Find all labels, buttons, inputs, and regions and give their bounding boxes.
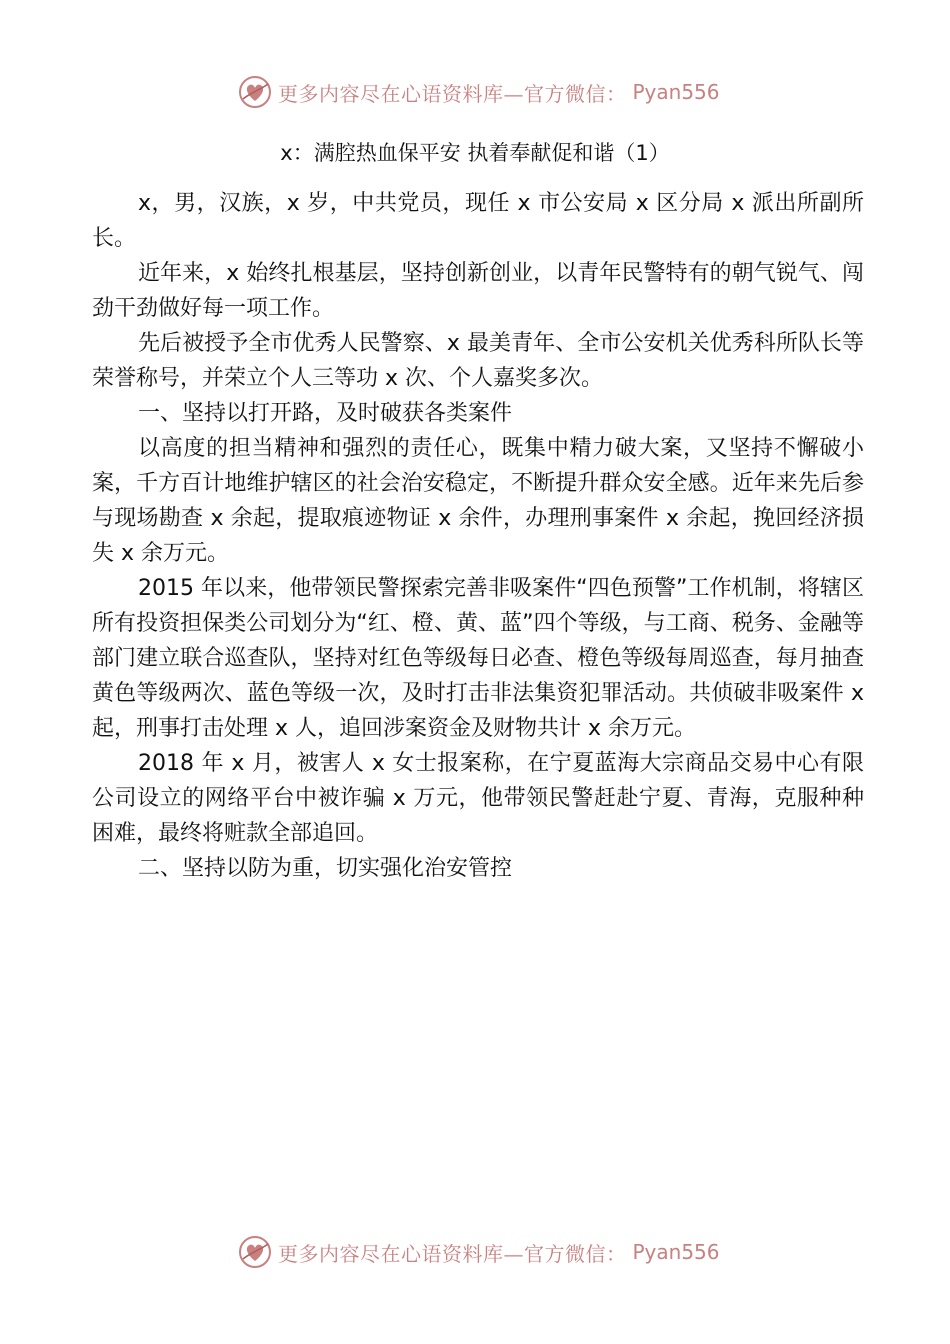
watermark-header [238,72,720,112]
section-heading: 一、坚持以打开路，及时破获各类案件 [138,401,513,426]
watermark-wechat-id: Pyan556 [632,80,720,104]
heart-logo-icon [238,1235,272,1269]
section-heading: 二、坚持以防为重，切实强化治安管控 [138,856,513,881]
heart-logo-icon [238,75,272,109]
paragraph: x，男，汉族，x 岁，中共党员，现任 x 市公安局 x 区分局 x 派出所副所长。 [92,191,864,251]
document-title: x：满腔热血保平安 执着奉献促和谐（1） [280,141,670,165]
paragraph: 近年来，x 始终扎根基层，坚持创新创业，以青年民警特有的朝气锐气、闯劲干劲做好每一项工作。 [92,261,864,321]
watermark-wechat-id: Pyan556 [632,1240,720,1264]
paragraph: 2015 年以来，他带领民警探索完善非吸案件“四色预警”工作机制，将辖区所有投资担保类公司划分为“红、橙、黄、蓝”四个等级，与工商、税务、金融等部门建立联合巡查队，坚持对红色等级每日必查、橙色等级每周巡查，每月抽查黄色等级两次、蓝色等级一次，及时打击非法集资犯罪活动。共侦破非吸案件 x 起，刑事打击处理 x 人，追回涉案资金及财物共计 x 余万元。 [92,576,864,741]
watermark-text: 更多内容尽在心语资料库—官方微信： [278,81,627,106]
paragraph: 先后被授予全市优秀人民警察、x 最美青年、全市公安机关优秀科所队长等荣誉称号，并荣立个人三等功 x 次、个人嘉奖多次。 [92,331,864,391]
document-body [92,186,864,886]
watermark-text: 更多内容尽在心语资料库—官方微信： [278,1241,627,1266]
watermark-footer [238,1232,720,1272]
paragraph: 以高度的担当精神和强烈的责任心，既集中精力破大案，又坚持不懈破小案，千方百计地维护辖区的社会治安稳定，不断提升群众安全感。近年来先后参与现场勘查 x 余起，提取痕迹物证 x 余件，办理刑事案件 x 余起，挽回经济损失 x 余万元。 [92,436,864,566]
paragraph: 2018 年 x 月，被害人 x 女士报案称，在宁夏蓝海大宗商品交易中心有限公司设立的网络平台中被诈骗 x 万元，他带领民警赶赴宁夏、青海，克服种种困难，最终将赃款全部追回。 [92,751,864,846]
